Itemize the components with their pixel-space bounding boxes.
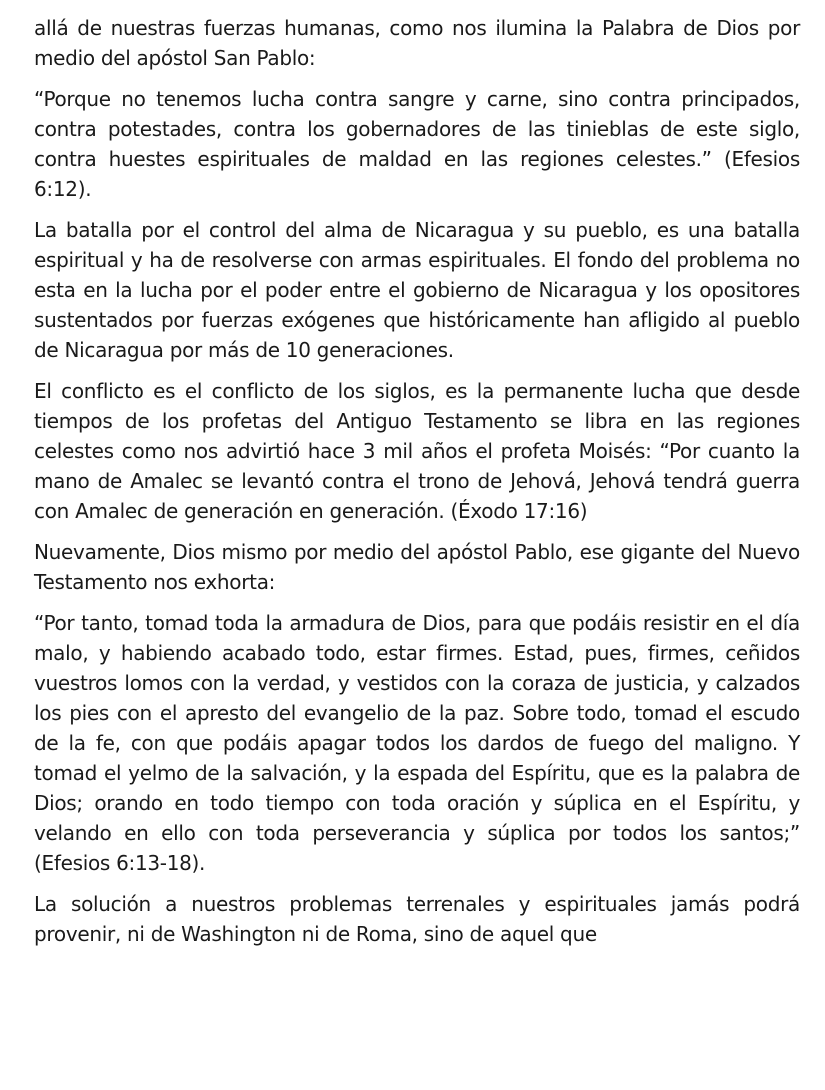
paragraph-solution: La solución a nuestros problemas terrenales y espirituales jamás podrá provenir, ni de Washington ni de Roma, sino de aquel que <box>34 892 800 946</box>
paragraph-intro: allá de nuestras fuerzas humanas, como nos ilumina la Palabra de Dios por medio del apóstol San Pablo: <box>34 16 800 70</box>
paragraph-quote-efesios-6-13-18: “Por tanto, tomad toda la armadura de Dios, para que podáis resistir en el día malo, y habiendo acabado todo, estar firmes. Estad, pues, firmes, ceñidos vuestros lomos con la verdad, y vestidos con la coraza de justicia, y calzados los pies con el apresto del evangelio de la paz. Sobre todo, tomad el escudo de la fe, con que podáis apagar todos los dardos de fuego del maligno. Y tomad el yelmo de la salvación, y la espada del Espíritu, que es la palabra de Dios; orando en todo tiempo con toda oración y súplica en el Espíritu, y velando en ello con toda perseverancia y súplica por todos los santos;” (Efesios 6:13-18). <box>34 611 800 875</box>
document-page <box>34 13 800 960</box>
paragraph-spiritual-battle: La batalla por el control del alma de Nicaragua y su pueblo, es una batalla espiritual y ha de resolverse con armas espirituales. El fondo del problema no esta en la lucha por el poder entre el gobierno de Nicaragua y los opositores sustentados por fuerzas exógenes que históricamente han afligido al pueblo de Nicaragua por más de 10 generaciones. <box>34 218 800 362</box>
paragraph-conflict-of-ages: El conflicto es el conflicto de los siglos, es la permanente lucha que desde tiempos de los profetas del Antiguo Testamento se libra en las regiones celestes como nos advirtió hace 3 mil años el profeta Moisés: “Por cuanto la mano de Amalec se levantó contra el trono de Jehová, Jehová tendrá guerra con Amalec de generación en generación. (Éxodo 17:16) <box>34 379 800 523</box>
paragraph-exhortation: Nuevamente, Dios mismo por medio del apóstol Pablo, ese gigante del Nuevo Testamento nos exhorta: <box>34 540 800 594</box>
paragraph-quote-efesios-6-12: “Porque no tenemos lucha contra sangre y carne, sino contra principados, contra potestades, contra los gobernadores de las tinieblas de este siglo, contra huestes espirituales de maldad en las regiones celestes.” (Efesios 6:12). <box>34 87 800 201</box>
